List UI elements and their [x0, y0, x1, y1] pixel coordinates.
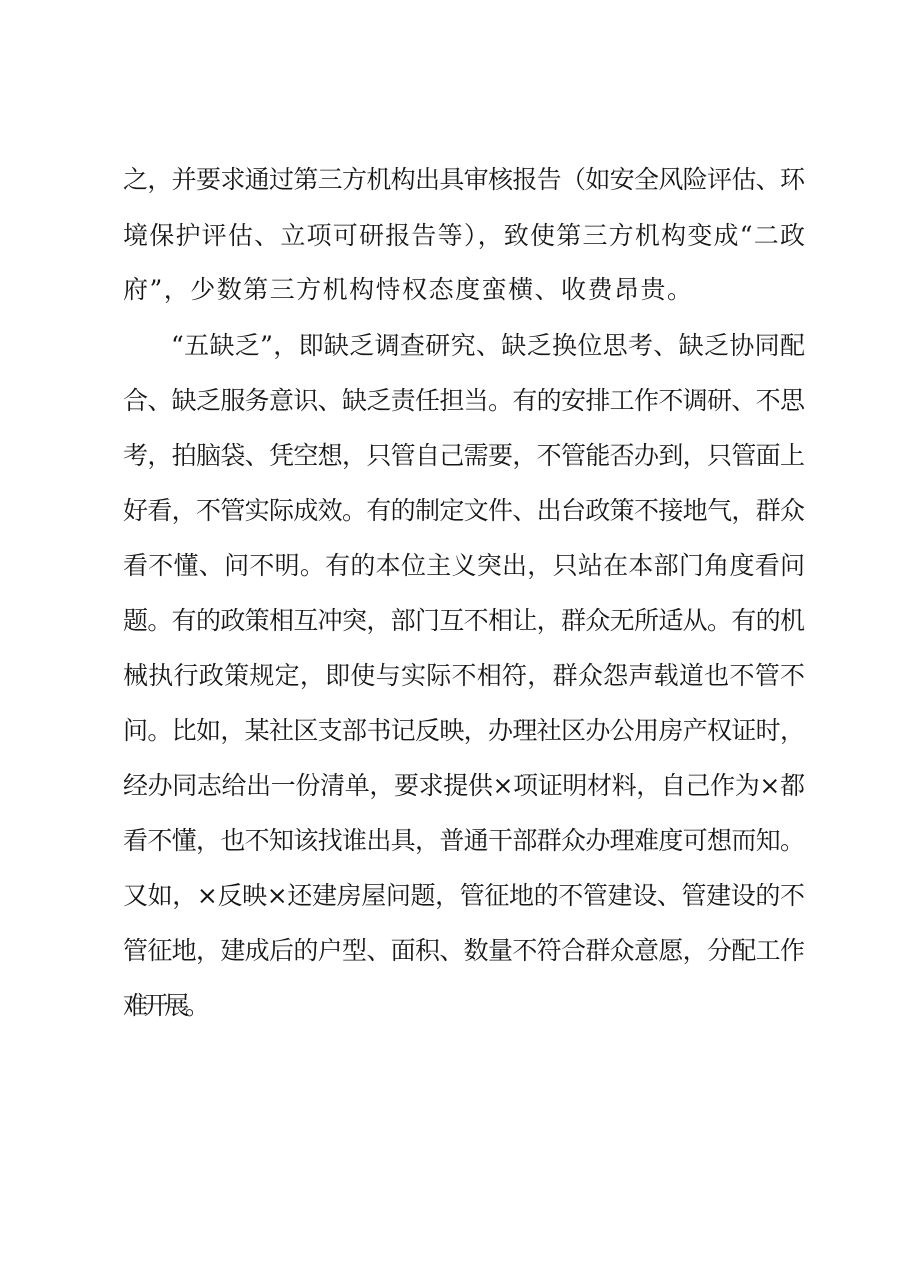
line-text: 之，并要求通过第三方机构出具审核报告（如安全风险评估、环 — [123, 165, 805, 194]
body-text-line — [0, 986, 909, 1026]
line-text: 好看，不管实际成效。有的制定文件、出台政策不接地气，群众 — [123, 496, 805, 525]
line-text: 合、缺乏服务意识、缺乏责任担当。有的安排工作不调研、不思 — [123, 386, 805, 415]
line-text: 难开展。 — [123, 991, 206, 1020]
body-text-line — [0, 711, 909, 751]
line-text: 问。比如，某社区支部书记反映，办理社区办公用房产权证时， — [123, 716, 805, 745]
body-text-line — [0, 546, 909, 586]
body-text-line — [0, 656, 909, 696]
body-text-line — [0, 216, 909, 256]
paragraph-start-line — [0, 326, 909, 366]
line-text: 管征地，建成后的户型、面积、数量不符合群众意愿，分配工作 — [123, 936, 805, 965]
line-text: 府”，少数第三方机构恃权态度蛮横、收费昂贵。 — [123, 275, 694, 304]
line-text: 看不懂，也不知该找谁出具，普通干部群众办理难度可想而知。 — [123, 826, 805, 855]
body-text-line — [0, 821, 909, 861]
body-text-line — [0, 766, 909, 806]
line-text: 械执行政策规定，即使与实际不相符，群众怨声载道也不管不 — [123, 661, 806, 690]
body-text-line — [0, 436, 909, 476]
line-text: 境保护评估、立项可研报告等），致使第三方机构变成“二政 — [123, 221, 807, 250]
body-text-line — [0, 601, 909, 641]
body-text-line — [0, 491, 909, 531]
line-text: 看不懂、问不明。有的本位主义突出，只站在本部门角度看问 — [123, 551, 806, 580]
line-text: 考，拍脑袋、凭空想，只管自己需要，不管能否办到，只管面上 — [123, 441, 805, 470]
body-text-line — [0, 160, 909, 200]
body-text-line — [0, 931, 909, 971]
body-text-line — [0, 381, 909, 421]
body-text-line — [0, 270, 909, 310]
body-text-line — [0, 876, 909, 916]
line-text: 题。有的政策相互冲突，部门互不相让，群众无所适从。有的机 — [123, 606, 805, 635]
line-text: “五缺乏”，即缺乏调查研究、缺乏换位思考、缺乏协同配 — [171, 331, 806, 360]
line-text: 又如，×反映×还建房屋问题，管征地的不管建设、管建设的不 — [123, 881, 805, 910]
line-text: 经办同志给出一份清单，要求提供×项证明材料，自己作为×都 — [123, 771, 805, 800]
